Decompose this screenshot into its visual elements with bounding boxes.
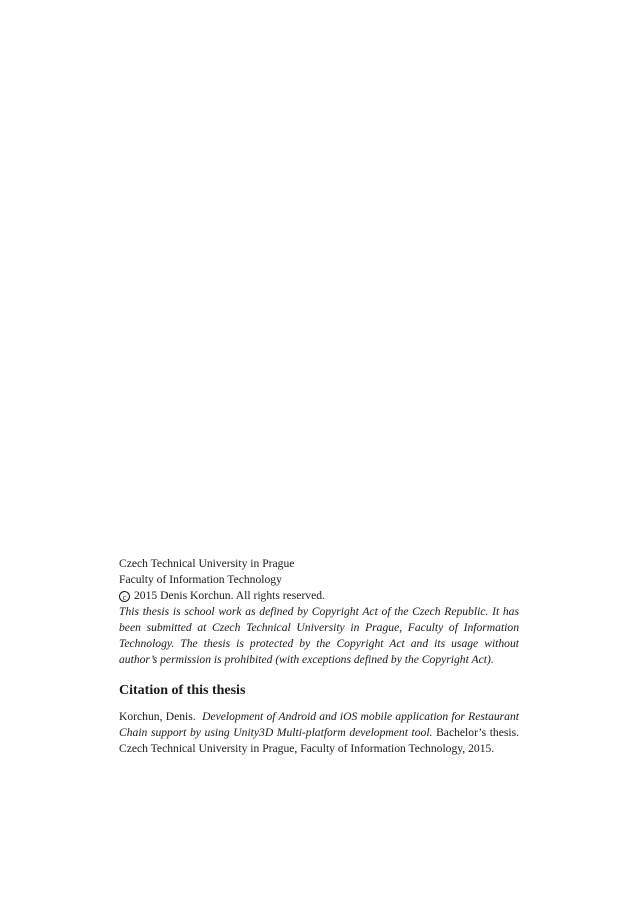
copyright-line bbox=[119, 588, 519, 604]
faculty-name: Faculty of Information Technology bbox=[119, 573, 282, 586]
citation-title: Development of Android and iOS mobile application for Restaurant Chain support by using Unity3D Multi-platform development tool. bbox=[119, 710, 519, 739]
copyright-statement: This thesis is school work as defined by Copyright Act of the Czech Republic. It has been submitted at Czech Technical University in Prague, Faculty of Information Technology. The thesis is protected by the Copyright Act and its usage without author’s permission is prohibited (with exceptions defined by the Copyright Act). bbox=[119, 605, 519, 666]
copyright-icon: c bbox=[119, 591, 130, 602]
university-name: Czech Technical University in Prague bbox=[119, 557, 295, 570]
copyright-notice: 2015 Denis Korchun. All rights reserved. bbox=[134, 589, 325, 602]
citation-text bbox=[119, 709, 519, 757]
citation-details: Bachelor’s thesis. Czech Technical University in Prague, Faculty of Information Technology, 2015. bbox=[119, 726, 520, 755]
citation-heading: Citation of this thesis bbox=[119, 683, 246, 698]
copyright-block bbox=[119, 556, 519, 757]
citation-author: Korchun, Denis. bbox=[119, 710, 196, 723]
